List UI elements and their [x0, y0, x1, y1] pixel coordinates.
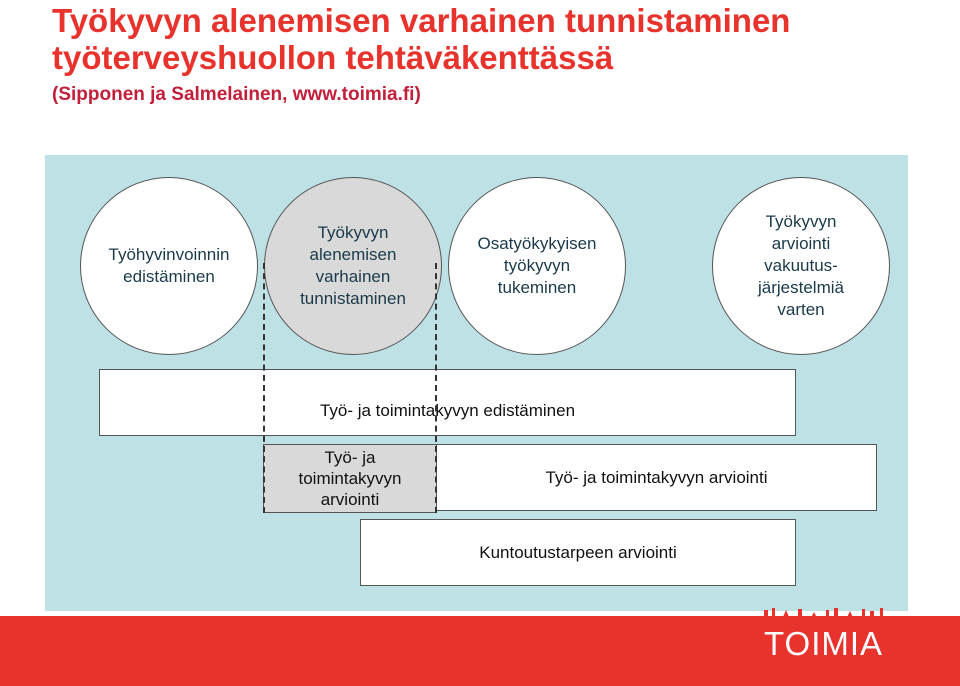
logo-figures-icon: [762, 606, 892, 624]
box-rehab-need-assessment: [360, 519, 796, 586]
circle-label: Osatyökykyisen työkyvyn tukeminen: [477, 234, 597, 297]
circle-wellbeing-promotion: [80, 177, 258, 355]
box-capacity-promotion: [99, 369, 796, 436]
circle-partial-capacity-support: [448, 177, 626, 355]
box-capacity-assessment-highlight: [263, 444, 437, 513]
box-label: Työ- ja toimintakyvyn arviointi: [298, 448, 402, 509]
circle-label: Työkyvyn alenemisen varhainen tunnistaminen: [300, 223, 406, 308]
page-title: Työkyvyn alenemisen varhainen tunnistaminen työterveyshuollon tehtäväkenttässä: [52, 2, 791, 76]
source-citation: (Sipponen ja Salmelainen, www.toimia.fi): [52, 84, 421, 105]
toimia-logo: TOIMIA: [764, 625, 884, 662]
box-label: Kuntoutustarpeen arviointi: [479, 543, 677, 562]
box-capacity-assessment: [436, 444, 877, 511]
box-label: Työ- ja toimintakyvyn edistäminen: [319, 401, 576, 420]
circle-insurance-assessment: [712, 177, 890, 355]
circle-early-identification: [264, 177, 442, 355]
circle-label: Työhyvinvoinnin edistäminen: [108, 245, 230, 286]
circle-label: Työkyvyn arviointi vakuutus- järjestelmiä varten: [758, 212, 844, 319]
box-label: Työ- ja toimintakyvyn arviointi: [545, 468, 768, 487]
